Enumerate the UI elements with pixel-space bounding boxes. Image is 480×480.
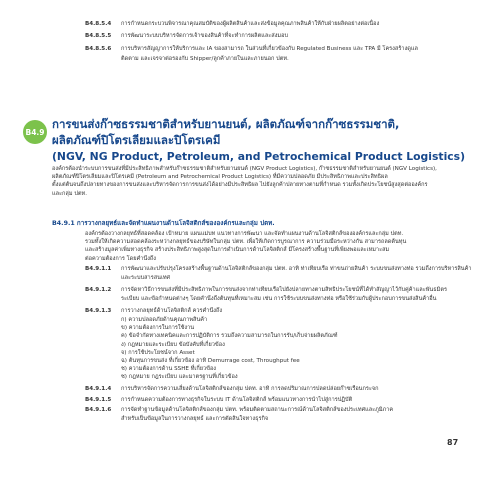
list-item: ซ) กฎหมาย กฎระเบียบ และมาตรฐานที่เกี่ยวข้อง — [121, 374, 238, 381]
item-text: สำหรับเป็นข้อมูลในการวางกลยุทธ์ และการตัดสินใจทางธุรกิจ — [121, 416, 269, 422]
intro-line: องค์กรต้องวางกลยุทธ์ที่สอดคล้อง เป้าหมาย แผนแม่บท แนวทางการพัฒนา และจัดทำแผนงานด้านโลจิสติกส์ขององค์กรและกลุ่ม ปตท. — [85, 231, 404, 237]
item-number: B4.9.1.1 — [85, 266, 112, 272]
section-title-th-line1: การขนส่งก๊าซธรรมชาติสำหรับยานยนต์, ผลิตภัณฑ์จากก๊าซธรรมชาติ, — [52, 117, 400, 131]
intro-line: ผลิตภัณฑ์ปิโตรเลียมและปิโตรเคมี (Petroleum and Petrochemical Product Logistics) ที่มีความปลอดภัย มีประสิทธิภาพและประสิทธิผล — [52, 174, 388, 181]
item-text: การกำหนดกระบวนพิจารณาคุณสมบัติของผู้ผลิตสินค้าและส่งข้อมูลคุณภาพสินค้าให้กับฝ่ายผลิตอย่างต่อเนื่อง — [121, 21, 380, 27]
item-text: ติดตาม และเจรจาต่อรองกับ Shipper/ลูกค้าภายในและภายนอก ปตท. — [121, 56, 289, 62]
item-text: การจัดทำฐานข้อมูลด้านโลจิสติกส์ของกลุ่ม ปตท. พร้อมติดตามสถานะการณ์ด้านโลจิสติกส์ของประเทศและภูมิภาค — [121, 407, 394, 413]
list-item: ข) ความต้องการในการใช้งาน — [121, 325, 195, 332]
section-intro — [52, 165, 472, 198]
item-text: ระเบียบ และข้อกำหนดต่างๆ โดยคำนึงถึงต้นทุนที่เหมาะสม เช่น การใช้ระบบขนส่งทางท่อ หรือใช้ร่วมกับผู้ประกอบการขนส่งสินค้าอื่น — [121, 296, 437, 302]
item-text: การจัดหาวิธีการขนส่งที่มีประสิทธิภาพในการขนส่งจากท่าเทียบเรือไปยังปลายทางตามสิทธิประโยชน์ที่ได้ทำสัญญาไว้กับคู่ค้าและพันธมิตร — [121, 287, 447, 293]
list-item: ช) ความต้องการด้าน SSHE ที่เกี่ยวข้อง — [121, 366, 217, 373]
section-badge: B4.9 — [23, 120, 47, 144]
item-text: และระบบสารสนเทศ — [121, 275, 171, 281]
intro-line: ต่อความต้องการ โดยคำนึงถึง — [85, 255, 157, 262]
item-number: B4.9.1.6 — [85, 407, 112, 413]
intro-line: และกลุ่ม ปตท. — [52, 190, 87, 197]
subsection-heading: B4.9.1 การวางกลยุทธ์และจัดทำแผนงานด้านโลจิสติกส์ขององค์กรและกลุ่ม ปตท. — [52, 220, 275, 227]
intro-line: องค์กรต้องนำระบบการขนส่งที่มีประสิทธิภาพสำหรับก๊าซธรรมชาติสำหรับยานยนต์ (NGV Product Logistics), ก๊าซธรรมชาติสำหรับยานยนต์ (NGV Logistics), — [52, 166, 437, 172]
item-number: B4.8.5.6 — [85, 46, 112, 52]
section-title-th-line2: ผลิตภัณฑ์ปิโตรเลียมและปิโตรเคมี — [52, 133, 221, 147]
list-item: ค) ข้อจำกัดทางเทคนิคและการปฏิบัติการ รวมถึงความสามารถในการรับ/เก็บจ่ายผลิตภัณฑ์ — [121, 333, 338, 340]
item-text: การกำหนดความต้องการทางธุรกิจในระบบ IT ด้านโลจิสติกส์ พร้อมแนวทางการนำไปสู่การปฏิบัติ — [121, 397, 353, 403]
item-number: B4.8.5.5 — [85, 33, 112, 39]
item-text: การบริหารจัดการความเสี่ยงด้านโลจิสติกส์ของกลุ่ม ปตท. อาทิ การลดปริมาณการปลดปล่อยก๊าซเรือนกระจก — [121, 386, 379, 392]
item-number: B4.9.1.2 — [85, 287, 112, 293]
intro-line: รวมทั้งให้เกิดความสอดคล้องระหว่างกลยุทธ์ของบริษัทในกลุ่ม ปตท. เพื่อให้เกิดการบูรณาการ ความร่วมมือระหว่างกัน สามารถลดต้นทุน — [85, 239, 407, 246]
list-item: ง) กฎหมายและระเบียบ ข้อบังคับที่เกี่ยวข้อง — [121, 341, 225, 348]
item-text: การพัฒนาระบบบริหารจัดการเจ้าของสินค้าที่จะทำการผลิตและส่งมอบ — [121, 33, 288, 39]
section-title-en: (NGV, NG Product, Petroleum, and Petrochemical Product Logistics) — [52, 150, 466, 163]
list-item: จ) การใช้ประโยชน์จาก Asset — [121, 349, 195, 356]
item-text: การวางกลยุทธ์ด้านโลจิสติกส์ ควรคำนึงถึง — [121, 308, 223, 314]
item-number: B4.9.1.5 — [85, 397, 112, 403]
subsection-intro — [85, 230, 474, 263]
item-text: การพัฒนาและปรับปรุงโครงสร้างพื้นฐานด้านโลจิสติกส์ของกลุ่ม ปตท. อาทิ ท่าเทียบเรือ ท่าขนถ่ายสินค้า ระบบขนส่งทางท่อ รวมถึงการบริหารสินค้า — [121, 266, 472, 272]
list-item: ก) ความปลอดภัยด้านคุณภาพสินค้า — [121, 317, 208, 323]
intro-line: และสร้างมูลค่าเพิ่มทางธุรกิจ สร้างประสิทธิภาพสูงสุดในการดำเนินการด้านโลจิสติกส์ มีโครงสร้างพื้นฐานที่เพียงพอและเหมาะสม — [85, 247, 390, 254]
item-number: B4.9.1.4 — [85, 386, 112, 392]
item-number: B4.9.1.3 — [85, 308, 112, 314]
lettered-list — [121, 316, 338, 382]
intro-line: ตั้งแต่ต้นจนถึงปลายทางของการขนส่งและบริหารจัดการการขนส่งได้อย่างมีประสิทธิผล ไปยังลูกค้าปลายทางตามที่กำหนด รวมทั้งเกิดประโยชน์สูงสุดต่อองค์กร — [52, 182, 428, 189]
list-item: ฉ) ต้นทุนการขนส่ง ที่เกี่ยวข้อง อาทิ Demurrage cost, Throughput fee — [121, 358, 300, 365]
item-text: การบริหารสัญญาการให้บริการและ IA ของสามารถ ในส่วนที่เกี่ยวข้องกับ Regulated Business และ TPA มี โครงสร้างดูแล — [121, 46, 418, 52]
page-number: 87 — [447, 438, 459, 447]
item-number: B4.8.5.4 — [85, 21, 112, 27]
